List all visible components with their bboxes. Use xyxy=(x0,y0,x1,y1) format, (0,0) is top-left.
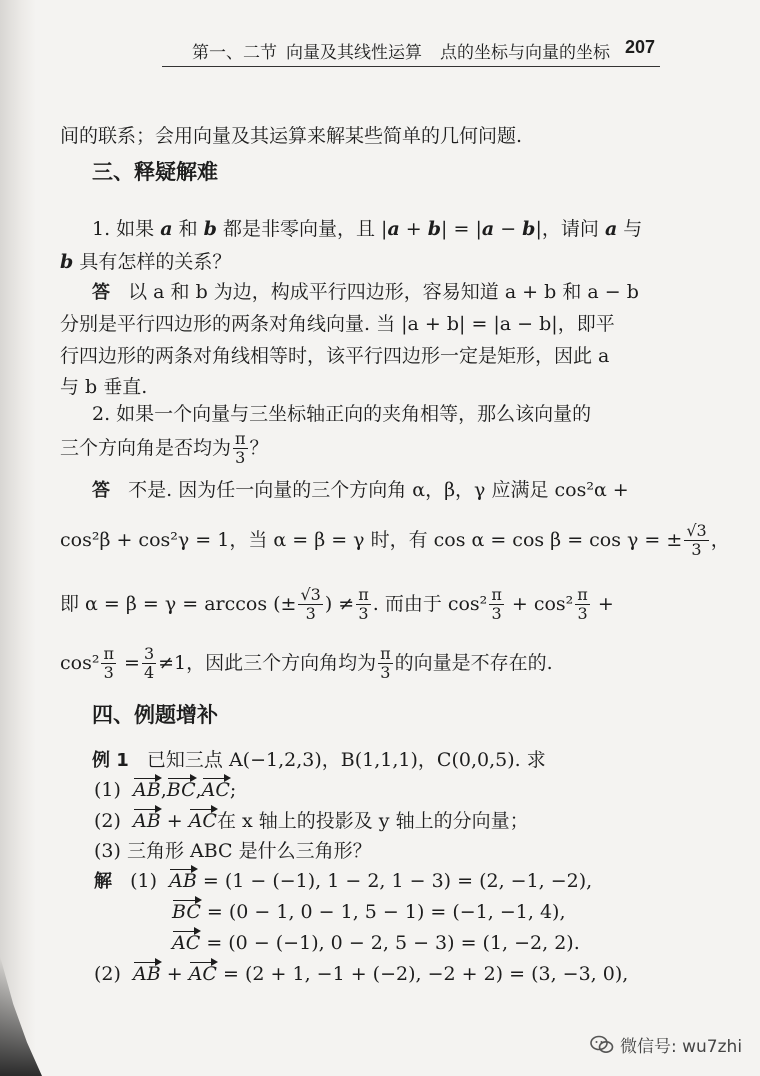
q1-line2: b 具有怎样的关系？ xyxy=(60,251,232,273)
wechat-icon xyxy=(590,1035,614,1055)
answer-text: 不是. 因为任一向量的三个方向角 α，β，γ 应满足 cos²α + xyxy=(128,479,629,501)
section4-heading: 四、例题增补 xyxy=(92,703,218,727)
running-header xyxy=(160,36,660,68)
fraction-3-over-4: $\frac{3}{4}$ xyxy=(143,644,155,683)
example1-line xyxy=(92,751,546,770)
q1-answer-line4: 与 b 垂直. xyxy=(60,376,148,398)
q1-answer-line2: 分别是平行四边形的两条对角线向量. 当 |a + b| = |a − b|，即平 xyxy=(60,313,615,335)
answer-text: 以 a 和 b 为边，构成平行四边形，容易知道 a + b 和 a − b xyxy=(128,281,639,303)
solution-text: = (1 − (−1), 1 − 2, 1 − 3) = (2, −1, −2), xyxy=(202,870,593,892)
example-label: 例 1 xyxy=(92,750,129,771)
answer-text: cos² xyxy=(60,651,100,674)
fraction-pi-over-3: $\frac{\pi}{3}$ xyxy=(577,585,588,624)
example-text: 已知三点 A(−1,2,3)，B(1,1,1)，C(0,0,5). 求 xyxy=(146,749,546,771)
q1-text: 1. 如果 xyxy=(92,218,155,240)
answer-text: = xyxy=(124,651,140,674)
solution-text: = (2 + 1, −1 + (−2), −2 + 2) = (3, −3, 0), xyxy=(223,963,629,985)
wechat-watermark xyxy=(590,1032,742,1057)
solution-label: 解 xyxy=(94,871,112,892)
solution-text: = (0 − 1, 0 − 1, 5 − 1) = (−1, −1, 4), xyxy=(206,901,566,923)
q1-text: ，请问 xyxy=(541,218,599,240)
example1-item1: (1) AB,BC,AC; xyxy=(94,779,237,801)
vector-ab: AB xyxy=(169,870,197,892)
q2-text: 三个方向角是否均为 xyxy=(60,436,232,459)
q2-line1: 2. 如果一个向量与三坐标轴正向的夹角相等，那么该向量的 xyxy=(92,403,592,425)
vector-bc: BC xyxy=(166,779,196,801)
fraction-pi-over-3: $\frac{\pi}{3}$ xyxy=(380,644,391,683)
page-number: 207 xyxy=(625,37,656,57)
vector-ac: AC xyxy=(188,810,217,832)
q1-text: 具有怎样的关系？ xyxy=(79,251,232,273)
answer-text: . 而由于 cos² xyxy=(372,592,488,615)
fraction-pi-over-3: $\frac{\pi}{3}$ xyxy=(103,644,114,683)
q2-answer-line2 xyxy=(60,522,730,560)
solution-line2 xyxy=(172,903,566,922)
answer-text: ≠1，因此三个方向角均为 xyxy=(158,651,377,674)
q1-line1: 1. 如果 a 和 b 都是非零向量，且 |a + b| = |a − b|，请问 a 与 xyxy=(92,218,643,240)
vector-ab: AB xyxy=(133,810,161,832)
answer-text: ， xyxy=(710,528,730,551)
solution-text: = (0 − (−1), 0 − 2, 5 − 3) = (1, −2, 2). xyxy=(206,932,580,954)
fraction-pi-over-3: $\frac{\pi}{3}$ xyxy=(491,585,502,624)
q2-answer-line3: 即 α = β = γ = arccos (± $\frac{√3}{3}$ ) ≠ $\frac{\pi}{3}$ . 而由于 cos² $\frac{\pi}{3}$ + cos² $\frac{\pi}{3}$ + xyxy=(60,585,614,624)
fraction-pi-over-3: $\frac{\pi}{3}$ xyxy=(358,585,369,624)
section3-heading: 三、释疑解难 xyxy=(92,160,218,184)
answer-text: 的向量是不存在的. xyxy=(394,651,553,674)
answer-text: ≠ xyxy=(338,592,355,615)
watermark-text: 微信号: wu7zhi xyxy=(620,1037,743,1057)
answer-text: cos²β + cos²γ = 1，当 α = β = γ 时，有 cos α = cos β = cos γ = ± xyxy=(60,528,683,551)
example-text: 在 x 轴上的投影及 y 轴上的分向量； xyxy=(216,810,529,832)
vector-ab: AB xyxy=(133,963,161,985)
vector-ac: AC xyxy=(201,779,230,801)
fraction-pi-over-3: $\frac{\pi}{3}$ xyxy=(235,429,246,468)
header-title-coordinates: 点的坐标与向量的坐标 xyxy=(440,43,610,63)
answer-text: 即 α = β = γ = arccos xyxy=(60,592,268,615)
q1-answer-line1 xyxy=(92,283,639,302)
fraction-sqrt3-over-3: $\frac{√3}{3}$ xyxy=(300,585,321,624)
header-section: 第一、二节 xyxy=(192,43,277,63)
q2-line2 xyxy=(60,430,269,468)
fraction-sqrt3-over-3: $\frac{√3}{3}$ xyxy=(686,521,707,560)
solution-line1: 解 (1) AB = (1 − (−1), 1 − 2, 1 − 3) = (2, −1, −2), xyxy=(94,870,593,892)
answer-label: 答 xyxy=(92,480,110,501)
answer-label: 答 xyxy=(92,282,110,303)
vector-ab: AB xyxy=(133,779,161,801)
vector-ac: AC xyxy=(172,932,201,954)
q2-text: ？ xyxy=(249,436,269,459)
q1-answer-line3: 行四边形的两条对角线相等时，该平行四边形一定是矩形，因此 a xyxy=(60,345,610,367)
example1-item3: (3) 三角形 ABC 是什么三角形？ xyxy=(94,840,372,862)
answer-text: + cos² xyxy=(511,592,574,615)
page-gutter-shadow xyxy=(0,0,36,1076)
example1-item2: (2) AB + AC在 x 轴上的投影及 y 轴上的分向量； xyxy=(94,810,529,832)
solution-line3 xyxy=(172,934,580,953)
solution-line4: (2) AB + AC = (2 + 1, −1 + (−2), −2 + 2) = (3, −3, 0), xyxy=(94,963,629,985)
header-rule xyxy=(162,66,660,67)
vector-ac: AC xyxy=(188,963,217,985)
vector-bc: BC xyxy=(172,901,201,923)
header-title-vectors: 向量及其线性运算 xyxy=(286,43,422,63)
q1-text: 都是非零向量，且 xyxy=(222,218,375,240)
q2-answer-line4 xyxy=(60,645,553,683)
intro-line: 间的联系；会用向量及其运算来解某些简单的几何问题. xyxy=(60,125,523,147)
q2-answer-line1 xyxy=(92,481,629,500)
